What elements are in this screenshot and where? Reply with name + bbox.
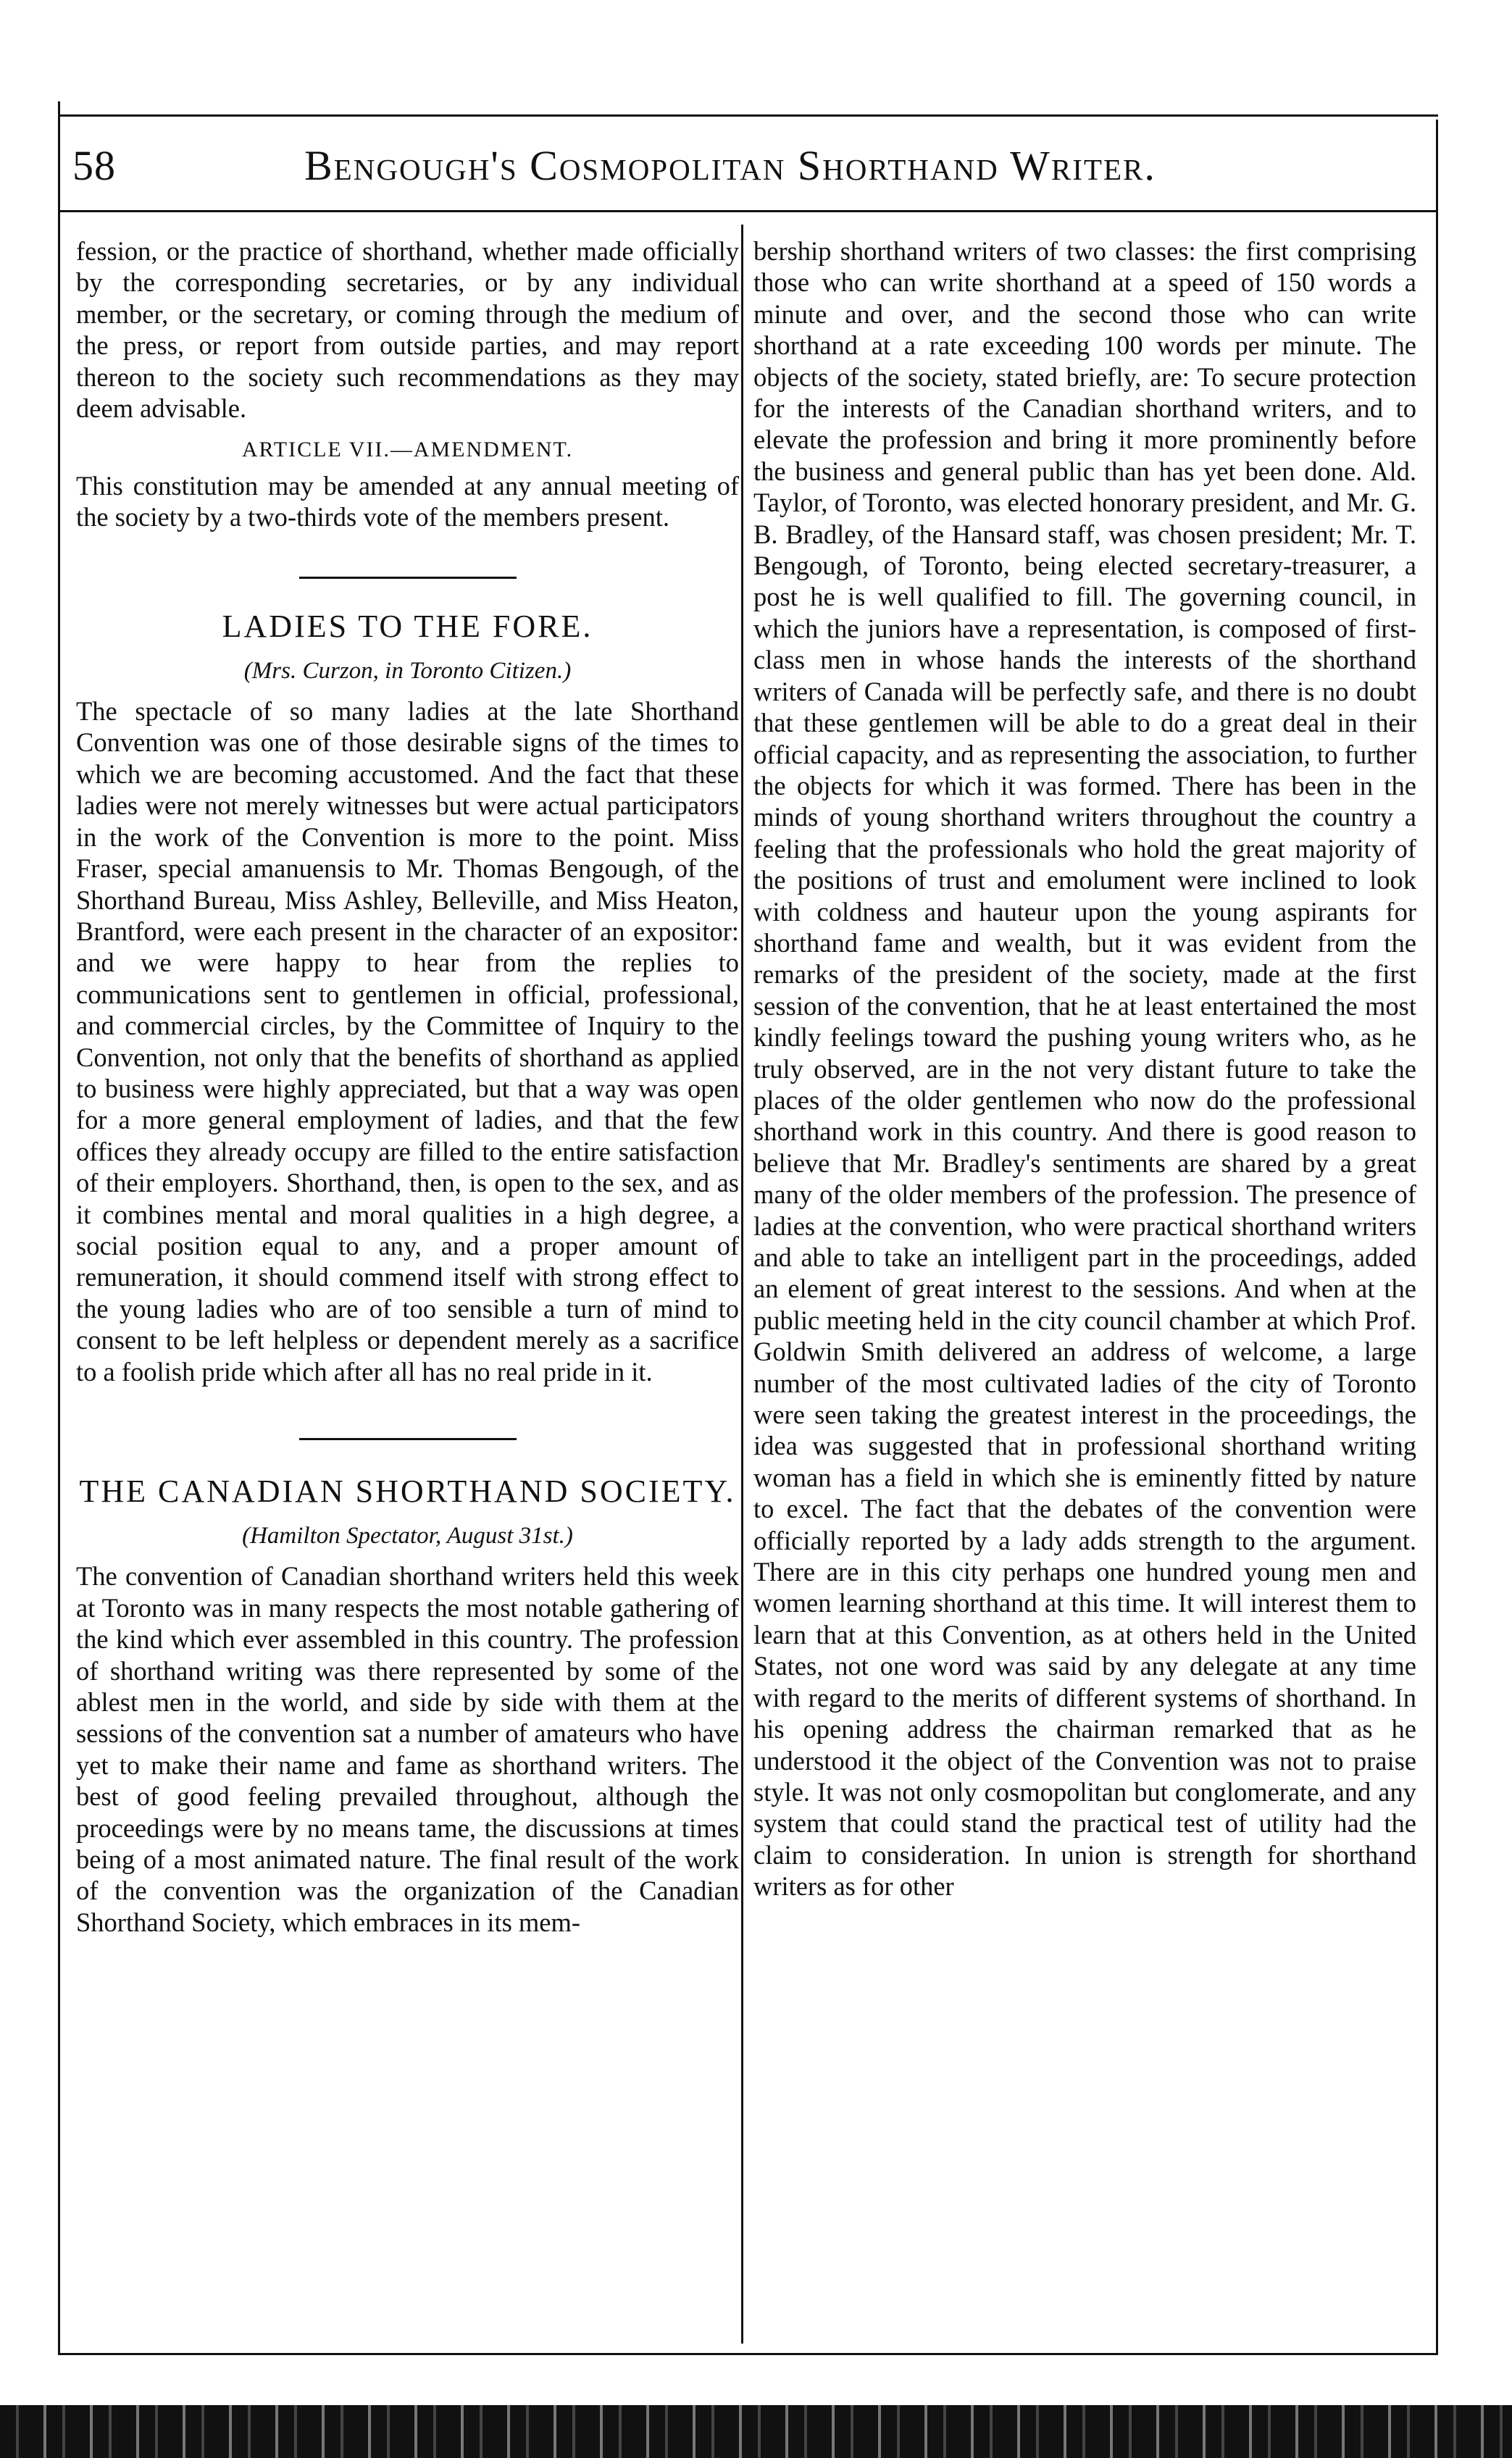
left-column — [76, 235, 739, 1938]
constitution-continuation: fession, or the practice of shorthand, whether made officially by the corresponding secretaries, or by any individual member, or the secretary, or coming through the medium of the press, or report from outside parties, and may report thereon to the society such recommendations as they may deem advisable. — [76, 236, 739, 424]
header-rule — [58, 210, 1438, 212]
right-column — [753, 235, 1416, 1902]
outer-left-rule — [58, 101, 60, 2354]
running-title: Bengough's Cosmopolitan Shorthand Writer. — [304, 142, 1156, 189]
bottom-rule — [58, 2353, 1438, 2355]
amendment-paragraph: This constitution may be amended at any annual meeting of the society by a two-thirds vote of the members present. — [76, 470, 739, 532]
article-heading: ARTICLE VII.—AMENDMENT. — [241, 438, 574, 462]
page-number: 58 — [72, 142, 116, 189]
scan-edge-band — [0, 2405, 1512, 2458]
section-body-society: The convention of Canadian shorthand writers held this week at Toronto was in many respects the most notable gathering of the kind which ever assembled in this country. The profession of shorthand writing was there represented by some of the ablest men in the world, and side by side with them at the sessions of the convention sat a number of amateurs who have yet to make their name and fame as shorthand writers. The best of good feeling prevailed throughout, although the proceedings were by no means tame, the discussions at times being of a most animated nature. The final result of the work of the convention was the organization of the Canadian Shorthand Society, which embraces in its mem- — [76, 1561, 739, 1937]
running-header — [58, 134, 1420, 199]
top-rule — [58, 114, 1438, 117]
section-source-society: (Hamilton Spectator, August 31st.) — [242, 1523, 573, 1549]
column-divider — [741, 225, 743, 2344]
section-title-ladies: LADIES TO THE FORE. — [222, 608, 593, 644]
section-body-ladies: The spectacle of so many ladies at the late Shorthand Convention was one of those desirable signs of the times to which we are becoming accustomed. And the fact that these ladies were not merely witnesses but were actual participators in the work of the Convention is more to the point. Miss Fraser, special amanuensis to Mr. Thomas Bengough, of the Shorthand Bureau, Miss Ashley, Belleville, and Miss Heaton, Brantford, were each present in the character of an expositor: and we were happy to hear from the replies to communications sent to gentlemen in official, professional, and commercial circles, by the Committee of Inquiry to the Convention, not only that the benefits of shorthand as applied to business were highly appreciated, but that a way was open for a more general employment of ladies, and that the few offices they already occupy are filled to the entire satisfaction of their employers. Shorthand, then, is open to the sex, and as it combines mental and moral qualities in a high degree, a social position equal to any, and a proper amount of remuneration, it should commend itself with strong effect to the young ladies who are of too sensible a turn of mind to consent to be left helpless or dependent merely as a sacrifice to a foolish pride which after all has no real pride in it. — [76, 696, 739, 1387]
outer-right-rule — [1436, 120, 1438, 2354]
section-source-ladies: (Mrs. Curzon, in Toronto Citizen.) — [243, 657, 572, 684]
section-title-society: THE CANADIAN SHORTHAND SOCIETY. — [79, 1473, 736, 1509]
section-body-society-continued: bership shorthand writers of two classes: the first comprising those who can write shorthand at a speed of 150 words a minute and over, and the second those who can write shorthand at a rate exceeding 100 words per minute. The objects of the society, stated briefly, are: To secure protection for the interests of the Canadian shorthand writers, and to elevate the profession and bring it more prominently before the business and general public than has yet been done. Ald. Taylor, of Toronto, was elected honorary president, and Mr. G. B. Bradley, of the Hansard staff, was chosen president; Mr. T. Bengough, of Toronto, being elected secretary-treasurer, a post he is well qualified to fill. The governing council, in which the juniors have a representation, is composed of first-class men in whose hands the interests of the shorthand writers of Canada will be perfectly safe, and there is no doubt that these gentlemen will be able to do a great deal in their official capacity, and as representing the association, to further the objects for which it was formed. There has been in the minds of young shorthand writers throughout the country a feeling that the professionals who hold the great majority of the positions of trust and emolument were inclined to look with coldness and hauteur upon the young aspirants for shorthand fame and wealth, but it was evident from the remarks of the president of the society, made at the first session of the convention, that he at least entertained the most kindly feelings toward the pushing young writers who, as he truly observed, are in the not very distant future to take the places of the older gentlemen who now do the professional shorthand work in this country. And there is good reason to believe that Mr. Bradley's sentiments are shared by a great many of the older members of the profession. The presence of ladies at the convention, who were practical shorthand writers and able to take an intelligent part in the proceedings, added an element of great interest to the sessions. And when at the public meeting held in the city council chamber at which Prof. Goldwin Smith delivered an address of welcome, a large number of the most cultivated ladies of the city of Toronto were seen taking the greatest interest in the proceedings, the idea was suggested that in professional shorthand writing woman has a field in which she is eminently fitted by nature to excel. The fact that the debates of the convention were officially reported by a lady adds strength to the argument. There are in this city perhaps one hundred young men and women learning shorthand at this time. It will interest them to learn that at this Convention, as at others held in the United States, not one word was said by any delegate at any time with regard to the merits of different systems of shorthand. In his opening address the chairman remarked that as he understood it the object of the Convention was not to praise style. It was not only cosmopolitan but conglomerate, and any system that could stand the practical test of utility had the claim to consideration. In union is strength for shorthand writers as for other — [753, 236, 1416, 1902]
